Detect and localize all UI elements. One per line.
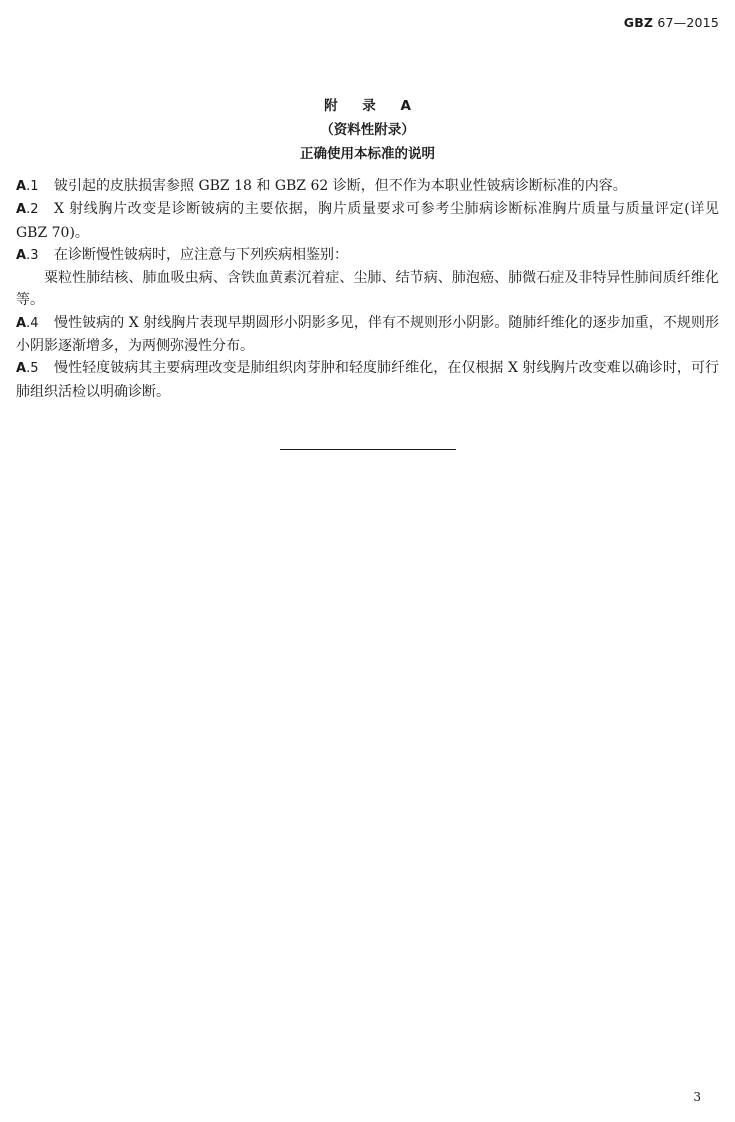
item-number-suffix: .2 [26, 202, 39, 218]
item-text: 慢性铍病的 X 射线胸片表现早期圆形小阴影多见，伴有不规则形小阴影。随肺纤维化的逐步加重，不规则形小阴影逐渐增多，为两侧弥漫性分布。 [16, 314, 719, 355]
item-number-prefix: A [16, 179, 27, 194]
item-number [16, 199, 54, 221]
appendix-titles [0, 94, 735, 166]
item-a3 [16, 244, 719, 267]
item-number [16, 176, 54, 198]
item-number-prefix: A [16, 247, 27, 263]
item-number-suffix: .4 [26, 315, 39, 331]
item-a2 [16, 198, 719, 244]
item-number-suffix: .3 [26, 247, 39, 263]
standard-number: 67—2015 [657, 15, 719, 30]
page-number: 3 [693, 1090, 701, 1104]
end-rule [280, 449, 456, 450]
item-number-prefix: A [16, 361, 27, 377]
item-a1 [16, 175, 719, 198]
item-number [16, 245, 54, 267]
appendix-subtitle: （资料性附录） [320, 122, 415, 138]
item-text: 在诊断慢性铍病时，应注意与下列疾病相鉴别： [54, 246, 348, 263]
item-number [16, 358, 54, 380]
item-text: X 射线胸片改变是诊断铍病的主要依据，胸片质量要求可参考尘肺病诊断标准胸片质量与质量评定(详见 GBZ 70)。 [16, 201, 719, 241]
item-number [16, 313, 54, 335]
appendix-body [16, 175, 719, 403]
item-text: 铍引起的皮肤损害参照 GBZ 18 和 GBZ 62 诊断，但不作为本职业性铍病诊断标准的内容。 [54, 178, 627, 194]
item-number-prefix: A [16, 202, 27, 218]
appendix-title: 附 录 A [324, 98, 421, 114]
item-number-suffix: .1 [26, 179, 39, 194]
item-a3-continuation: 粟粒性肺结核、肺血吸虫病、含铁血黄素沉着症、尘肺、结节病、肺泡癌、肺微石症及非特异性肺间质纤维化等。 [16, 270, 719, 309]
appendix-heading: 正确使用本标准的说明 [300, 146, 435, 162]
item-number-prefix: A [16, 315, 27, 331]
page-header [624, 15, 719, 30]
item-number-suffix: .5 [26, 361, 39, 377]
standard-code: GBZ [623, 15, 654, 30]
item-a4 [16, 312, 719, 358]
item-a5 [16, 357, 719, 403]
item-text: 慢性轻度铍病其主要病理改变是肺组织肉芽肿和轻度肺纤维化，在仅根据 X 射线胸片改变难以确诊时，可行肺组织活检以明确诊断。 [16, 360, 719, 400]
